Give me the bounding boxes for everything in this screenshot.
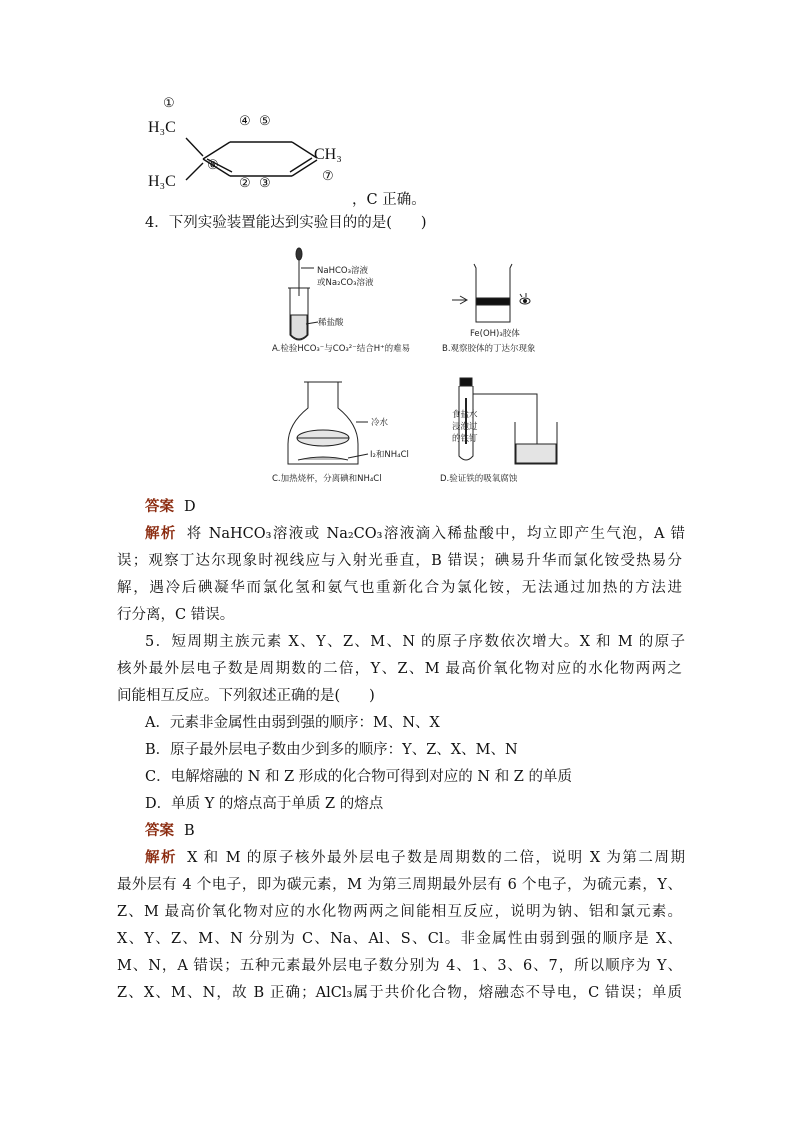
apparatus-d-drawing: [425, 372, 575, 472]
label-dilute-hcl: 稀盐酸: [318, 318, 344, 328]
label-nahco3-solution: NaHCO₃溶液: [317, 266, 368, 276]
question-5-stem-line: 间能相互反应。下列叙述正确的是( ): [117, 688, 375, 704]
label-iron-nail: 的铁钉: [452, 434, 478, 444]
label-na2co3-solution: 或Na₂CO₃溶液: [317, 278, 374, 288]
answer-keyword: 答案: [145, 822, 174, 839]
question-5-explanation-line: X、Y、Z、M、N 分别为 C、Na、Al、S、Cl。非金属性由弱到强的顺序是 X、: [117, 931, 682, 947]
explanation-keyword: 解析: [145, 849, 178, 866]
question-5-explanation-line: Z、X、M、N，故 B 正确；AlCl₃属于共价化合物，熔融态不导电，C 错误；单质: [117, 985, 682, 1001]
question-4-explanation-line: 行分离，C 错误。: [117, 607, 235, 623]
question-5-answer: [145, 818, 685, 844]
methyl-group-top: H₃C: [148, 119, 176, 136]
caption-d: D.验证铁的吸氧腐蚀: [440, 474, 518, 484]
question-5-stem-line: 核外最外层电子数是周期数的二倍，Y、Z、M 最高价氧化物对应的水化物两两之: [117, 661, 682, 677]
explanation-keyword: 解析: [145, 525, 177, 542]
question-5-explanation-line: M、N，A 错误；五种元素最外层电子数分别为 4、1、3、6、7，所以顺序为 Y、: [117, 958, 682, 974]
apparatus-b-drawing: [440, 260, 560, 330]
question-5-explanation-line: Z、M 最高价氧化物对应的水化物两两之间能相互反应，说明为钠、铝和氯元素。: [117, 904, 682, 920]
answer-value: D: [184, 499, 196, 515]
structure-conclusion: ，C 正确。: [352, 192, 426, 208]
locant-7: ⑦: [322, 169, 334, 184]
label-salt-water: 食盐水: [452, 410, 478, 420]
methyl-group-right: CH₃: [314, 146, 342, 163]
methyl-group-bottom: H₃C: [148, 173, 176, 190]
locant-3: ③: [259, 176, 271, 191]
option-b: B．原子最外层电子数由少到多的顺序：Y、Z、X、M、N: [145, 742, 518, 758]
option-c: C．电解熔融的 N 和 Z 形成的化合物可得到对应的 N 和 Z 的单质: [145, 769, 572, 785]
question-4-explanation-line: 误；观察丁达尔现象时视线应与入射光垂直，B 错误；碘易升华而氯化铵受热易分: [117, 553, 682, 569]
option-a: A．元素非金属性由弱到强的顺序：M、N、X: [145, 715, 440, 731]
answer-value: B: [184, 823, 195, 839]
label-iodine-nh4cl: I₂和NH₄Cl: [370, 450, 409, 460]
caption-b: B.观察胶体的丁达尔现象: [442, 344, 536, 354]
caption-a: A.检验HCO₃⁻与CO₃²⁻结合H⁺的难易: [272, 344, 411, 354]
locant-2: ②: [239, 176, 251, 191]
question-4-explanation-line: 解析 将 NaHCO₃溶液或 Na₂CO₃溶液滴入稀盐酸中，均立即产生气泡，A 错: [145, 525, 686, 542]
caption-c: C.加热烧杯，分离碘和NH₄Cl: [272, 474, 382, 484]
skeleton-bonds: [0, 0, 794, 220]
label-soaked: 浸泡过: [452, 422, 478, 432]
question-5-explanation-line: 最外层有 4 个电子，即为碳元素，M 为第三周期最外层有 6 个电子，为硫元素，Y、: [117, 877, 682, 893]
question-4-stem: 4．下列实验装置能达到实验目的的是( ): [145, 215, 427, 231]
locant-5: ⑤: [259, 114, 271, 129]
locant-4: ④: [239, 114, 251, 129]
label-fe-oh3-colloid: Fe(OH)₃胶体: [470, 329, 520, 339]
apparatus-c-drawing: [268, 372, 418, 482]
question-5-explanation-line: 解析 X 和 M 的原子核外最外层电子数是周期数的二倍，说明 X 为第二周期: [145, 849, 685, 866]
locant-1: ①: [163, 96, 175, 111]
label-cold-water: 冷水: [371, 418, 389, 428]
question-4-answer: [145, 494, 685, 520]
question-4-explanation-line: 解，遇冷后碘凝华而氯化氢和氨气也重新化合为氯化铵，无法通过加热的方法进: [117, 580, 682, 596]
question-5-stem-line: 5．短周期主族元素 X、Y、Z、M、N 的原子序数依次增大。X 和 M 的原子: [145, 634, 685, 650]
answer-keyword: 答案: [145, 498, 174, 515]
option-d: D．单质 Y 的熔点高于单质 Z 的熔点: [145, 796, 384, 812]
locant-6: ⑥: [207, 158, 219, 173]
